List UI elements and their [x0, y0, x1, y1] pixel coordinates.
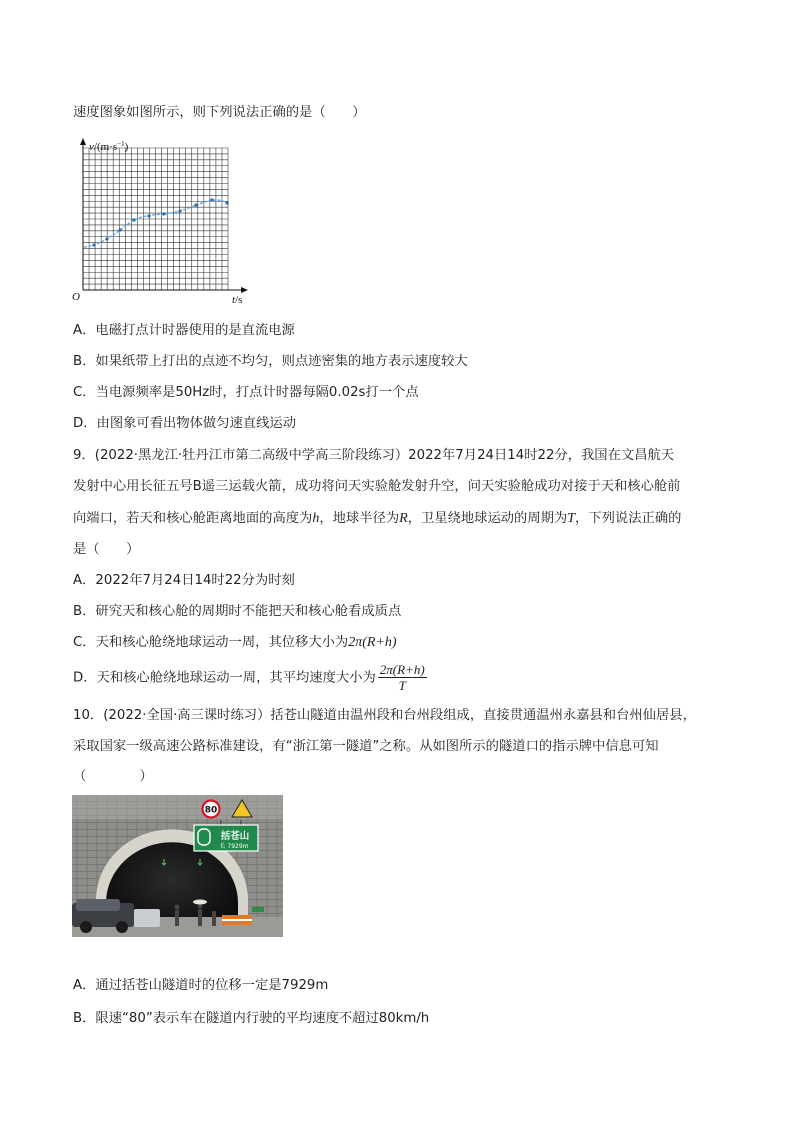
- velocity-time-graph: [72, 136, 262, 306]
- speed-limit-value: 80: [204, 805, 218, 816]
- q10-line-2: 采取国家一级高速公路标准建设，有“浙江第一隧道”之称。从如图所示的隧道口的指示牌中信息可知: [73, 739, 659, 754]
- q8-option-c: C．当电源频率是50Hz时，打点计时器每隔0.02s打一个点: [73, 385, 419, 400]
- var-h: h: [312, 511, 320, 526]
- q8-option-d: D．由图象可看出物体做匀速直线运动: [73, 416, 296, 431]
- y-axis-label: $v/(m\cdot s^{-1})$: [89, 140, 129, 153]
- q10-line-3: （ ）: [73, 769, 153, 784]
- q9-line-3: 向端口，若天和核心舱距离地面的高度为h，地球半径为R，卫星绕地球运动的周期为T，下列说法正确的: [73, 511, 682, 526]
- var-R: R: [399, 511, 408, 526]
- average-speed-fraction: $\frac{2\pi(R+h)}{T}$: [379, 662, 425, 693]
- y-axis-arrow: [80, 138, 86, 145]
- tunnel-name: 括苍山: [220, 831, 250, 842]
- q10-option-a: A．通过括苍山隧道时的位移一定是7929m: [73, 978, 329, 993]
- q8-option-a: A．电磁打点计时器使用的是直流电源: [73, 323, 295, 338]
- q9-option-d: D．天和核心舱绕地球运动一周，其平均速度大小为 $\frac{2\pi(R+h)}{T}$: [73, 662, 425, 693]
- q10-line-1: 10．(2022·全国·高三课时练习）括苍山隧道由温州段和台州段组成，直接贯通温州永嘉县和台州仙居县，: [73, 708, 696, 723]
- tunnel-length: 长 7929m: [219, 843, 249, 850]
- q9-option-b: B．研究天和核心舱的周期时不能把天和核心舱看成质点: [73, 604, 402, 619]
- x-axis-label: t/s: [232, 294, 243, 306]
- q9-line-4: 是（ ）: [73, 542, 140, 557]
- q9-option-c: C．天和核心舱绕地球运动一周，其位移大小为2π(R+h): [73, 635, 397, 650]
- q8-option-b: B．如果纸带上打出的点迹不均匀，则点迹密集的地方表示速度较大: [73, 354, 468, 369]
- origin-label: O: [72, 291, 80, 303]
- q9-option-a: A．2022年7月24日14时22分为时刻: [73, 573, 295, 588]
- x-axis-arrow: [241, 287, 248, 293]
- tunnel-photo: [72, 795, 283, 937]
- displacement-expr: 2π(R+h): [348, 635, 397, 650]
- q8-stem: 速度图象如图所示，则下列说法正确的是（ ）: [73, 105, 366, 120]
- q10-option-b: B．限速“80”表示车在隧道内行驶的平均速度不超过80km/h: [73, 1011, 430, 1026]
- q9-line-2: 发射中心用长征五号B遥三运载火箭，成功将问天实验舱发射升空，问天实验舱成功对接于天和核心舱前: [73, 479, 681, 494]
- graph-grid: [83, 148, 228, 290]
- data-points: [92, 198, 228, 246]
- var-T: T: [567, 511, 576, 526]
- q9-line-1: 9．(2022·黑龙江·牡丹江市第二高级中学高三阶段练习）2022年7月24日14时22分，我国在文昌航天: [73, 448, 675, 463]
